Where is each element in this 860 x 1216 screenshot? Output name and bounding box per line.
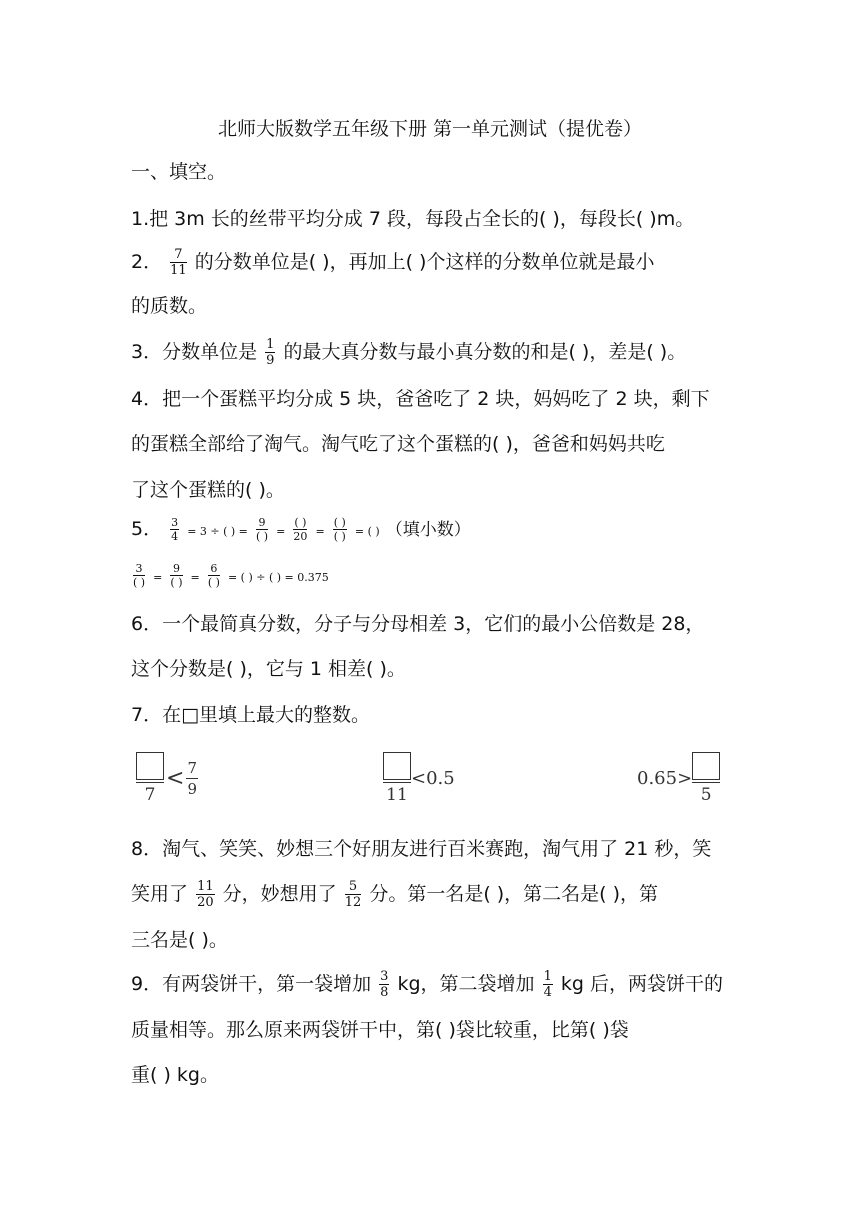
question-8-line-2: 笑用了 $\frac{11}{20}$ 分，妙想用了 $\frac{5}{12}$ 分。第一名是( )，第二名是( )，第: [131, 879, 659, 910]
question-text: 的分数单位是( )，再加上( )个这样的分数单位就是最小: [194, 251, 655, 273]
fraction: $\frac{3}{4}$: [171, 516, 179, 543]
page-title: 北师大版数学五年级下册 第一单元测试（提优卷）: [217, 118, 643, 140]
equation-part: = 3 ÷ ( ) =: [187, 525, 248, 538]
fraction: $\frac{3}{( )}$: [133, 562, 146, 589]
question-4-line-1: 4．把一个蛋糕平均分成 5 块，爸爸吃了 2 块，妈妈吃了 2 块，剩下: [131, 388, 710, 410]
fraction: $\frac{( )}{20}$: [293, 516, 308, 543]
question-1: 1.把 3m 长的丝带平均分成 7 段，每段占全长的( )，每段长( )m。: [131, 208, 695, 230]
question-9-line-2: 质量相等。那么原来两袋饼干中，第( )袋比较重，比第( )袋: [131, 1019, 629, 1041]
question-6-line-1: 6．一个最简真分数，分子与分母相差 3，它们的最小公倍数是 28，: [131, 613, 705, 635]
question-2-continued: 的质数。: [131, 295, 208, 317]
question-4-line-3: 了这个蛋糕的( )。: [131, 479, 285, 501]
inequality-1: 7 < $\frac{7}{9}$: [136, 752, 198, 805]
inequality-2: 11 <0.5: [383, 752, 455, 805]
answer-box[interactable]: [692, 752, 720, 780]
answer-box[interactable]: [136, 752, 164, 780]
equation-part: =: [315, 525, 325, 538]
equation-part: = ( ): [354, 525, 380, 538]
equation-part: = ( ) ÷ ( ) = 0.375: [227, 571, 329, 584]
question-8-line-1: 8．淘气、笑笑、妙想三个好朋友进行百米赛跑，淘气用了 21 秒，笑: [131, 838, 712, 860]
question-9-line-1: 9．有两袋饼干，第一袋增加 $\frac{3}{8}$ kg，第二袋增加 $\frac{1}{4}$ kg 后，两袋饼干的: [131, 969, 724, 1000]
fraction: $\frac{9}{( )}$: [255, 516, 269, 543]
question-8-line-3: 三名是( )。: [131, 929, 228, 951]
fraction: $\frac{6}{( )}$: [207, 562, 220, 589]
question-number: 2．: [131, 251, 163, 273]
fraction: $\frac{1}{4}$: [543, 969, 552, 1000]
inequality-3: 0.65> 5: [637, 752, 720, 805]
fraction: $\frac{5}{12}$: [344, 879, 362, 910]
answer-box[interactable]: [383, 752, 411, 780]
question-5-line-1: [131, 515, 471, 546]
question-text: 的最大真分数与最小真分数的和是( )，差是( )。: [283, 341, 687, 363]
question-number: 5．: [131, 518, 163, 540]
question-5-line-2: $\frac{3}{( )}$ = $\frac{9}{( )}$ = $\frac{6}{( )}$ = ( ) ÷ ( ) = 0.375: [133, 562, 329, 589]
fraction: $\frac{7}{11}$: [170, 247, 187, 278]
fraction: $\frac{7}{9}$: [187, 759, 197, 798]
question-3: [131, 338, 686, 367]
question-text: 3．分数单位是: [131, 341, 258, 363]
fraction: $\frac{( )}{( )}$: [333, 516, 346, 543]
fraction: $\frac{9}{( )}$: [170, 562, 183, 589]
fraction: $\frac{11}{20}$: [197, 879, 214, 910]
fraction: $\frac{1}{9}$: [266, 337, 275, 368]
question-6-line-2: 这个分数是( )，它与 1 相差( )。: [131, 658, 406, 680]
question-note: （填小数）: [385, 520, 471, 540]
question-4-line-2: 的蛋糕全部给了淘气。淘气吃了这个蛋糕的( )，爸爸和妈妈共吃: [131, 433, 665, 455]
question-7: 7．在□里填上最大的整数。: [131, 704, 371, 726]
section-heading: 一、填空。: [131, 161, 227, 183]
question-2: [131, 248, 654, 277]
question-9-line-3: 重( ) kg。: [131, 1064, 219, 1086]
fraction: $\frac{3}{8}$: [380, 969, 389, 1000]
equation-part: =: [276, 525, 286, 538]
